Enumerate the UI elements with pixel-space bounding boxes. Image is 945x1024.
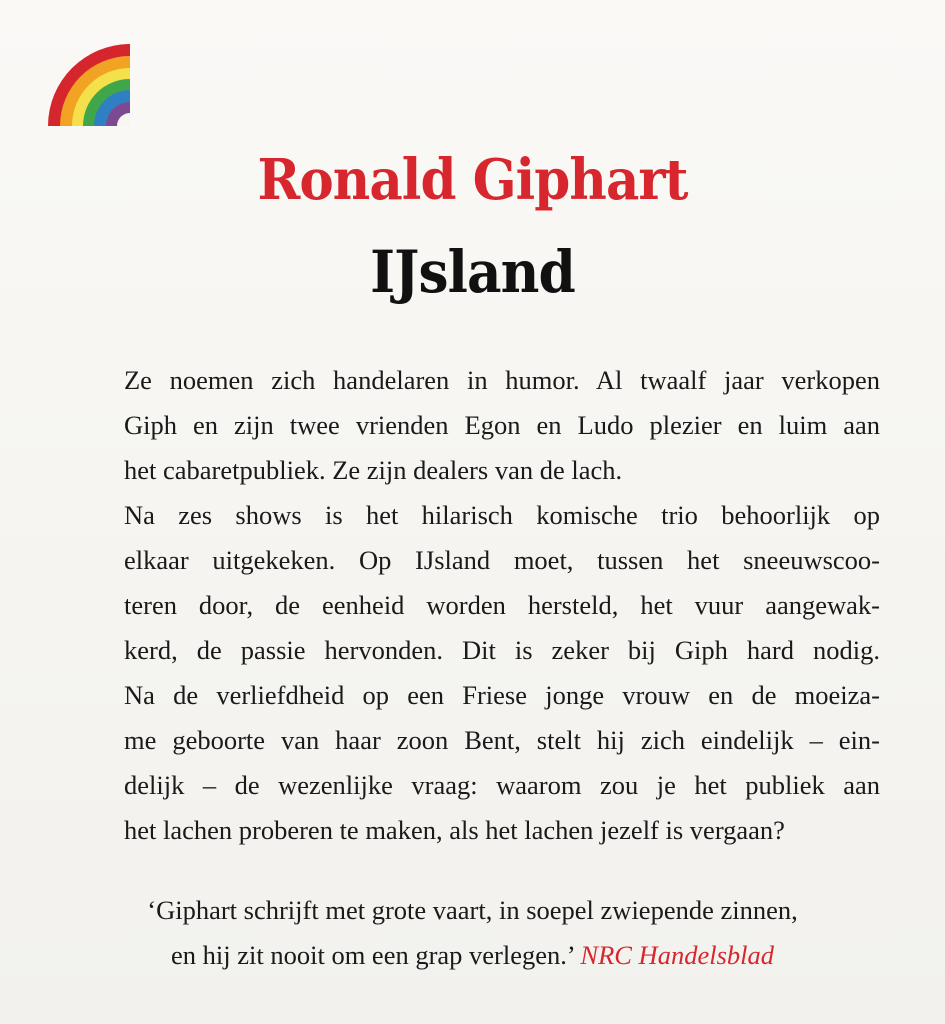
blurb-line: Ze noemen zich handelaren in humor. Al twaalf jaar verkopen xyxy=(124,365,880,395)
blurb-line: Na zes shows is het hilarisch komische trio behoorlijk op xyxy=(124,500,880,530)
blurb-line: het cabaretpubliek. Ze zijn dealers van de lach. xyxy=(124,455,623,485)
book-title: IJsland xyxy=(370,238,575,306)
blurb-line: elkaar uitgekeken. Op IJsland moet, tussen het sneeuwscoo- xyxy=(124,545,880,575)
blurb-line: kerd, de passie hervonden. Dit is zeker bij Giph hard nodig. xyxy=(124,635,880,665)
review-quote xyxy=(0,888,945,978)
author-name: Ronald Giphart xyxy=(257,147,688,213)
quote-line-2 xyxy=(0,933,945,978)
blurb-line: me geboorte van haar zoon Bent, stelt hij zich eindelijk – ein- xyxy=(124,725,880,755)
quote-source: NRC Handelsblad xyxy=(580,940,774,970)
blurb-line: Giph en zijn twee vrienden Egon en Ludo plezier en luim aan xyxy=(124,410,880,440)
blurb-line: delijk – de wezenlijke vraag: waarom zou je het publiek aan xyxy=(124,770,880,800)
blurb-line: Na de verliefdheid op een Friese jonge vrouw en de moeiza- xyxy=(124,680,880,710)
quote-line-2-text: en hij zit nooit om een grap verlegen.’ xyxy=(171,940,574,970)
quote-line-1: ‘Giphart schrijft met grote vaart, in soepel zwiepende zinnen, xyxy=(147,895,798,925)
blurb-line: teren door, de eenheid worden hersteld, het vuur aangewak- xyxy=(124,590,880,620)
blurb-text xyxy=(124,358,880,853)
blurb-line: het lachen proberen te maken, als het lachen jezelf is vergaan? xyxy=(124,815,785,845)
rainbow-logo-icon xyxy=(46,42,130,126)
